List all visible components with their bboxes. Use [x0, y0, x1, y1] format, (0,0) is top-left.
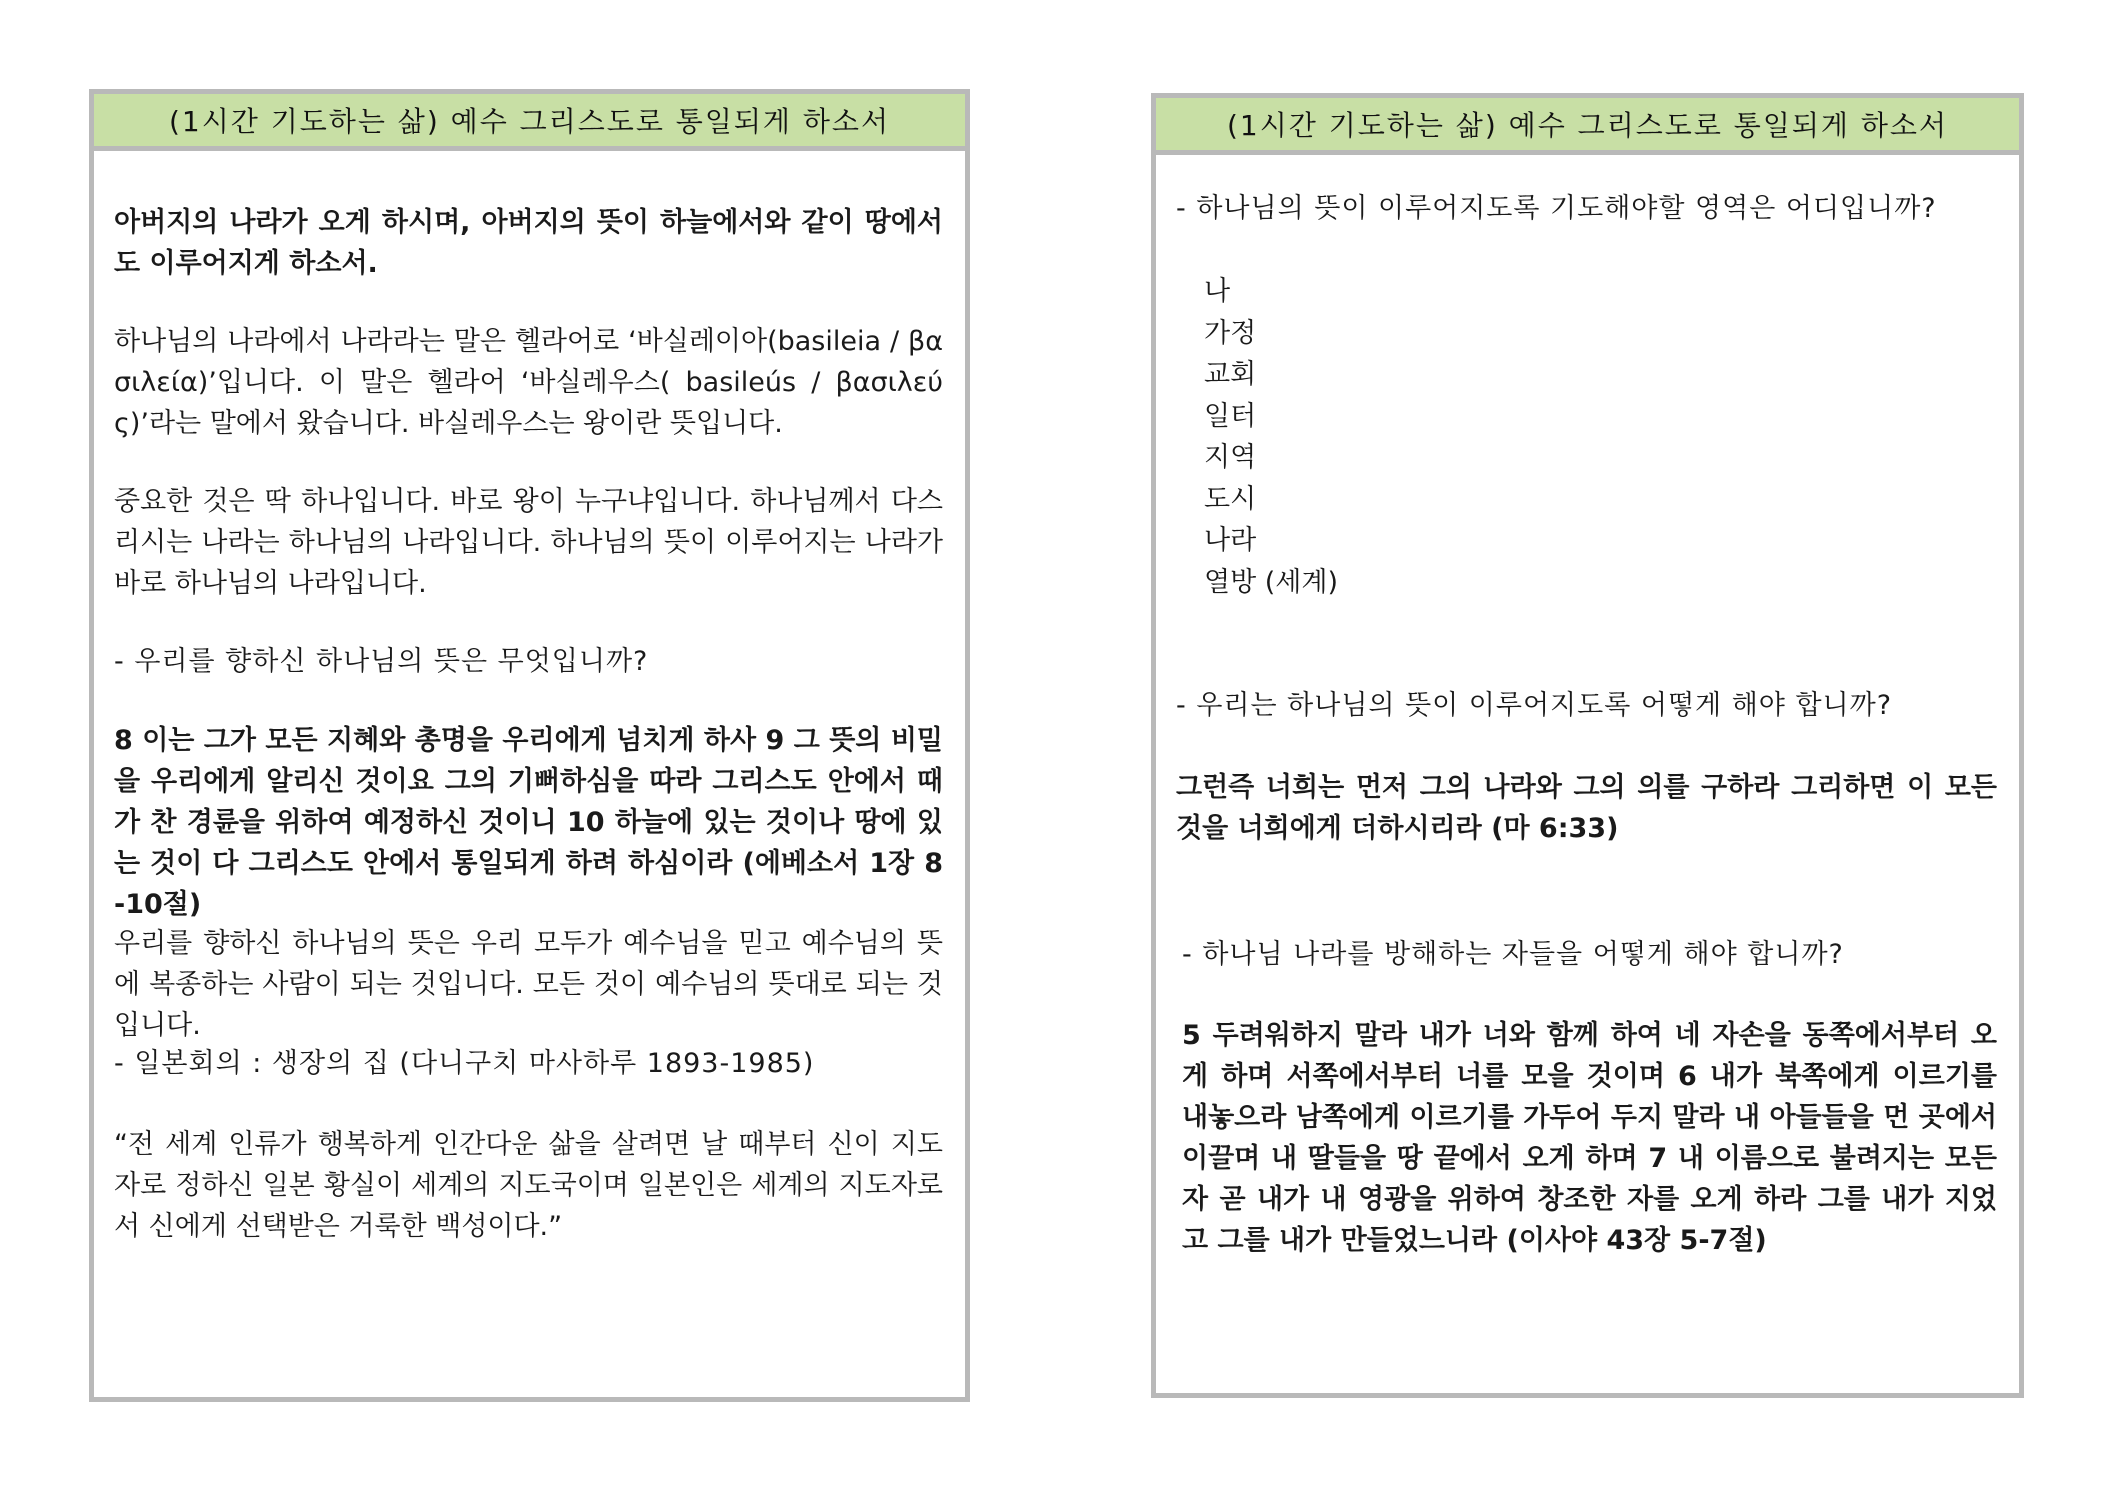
question-how-to-act: - 우리는 하나님의 뜻이 이루어지도록 어떻게 해야 합니까?	[1176, 690, 1893, 721]
list-item: 가정	[1204, 317, 1257, 349]
matthew-quote: 그런즉 너희는 먼저 그의 나라와 그의 의를 구하라 그리하면 이 모든 것을 너희에게 더하시리라 (마 6:33)	[1176, 772, 1997, 844]
left-page-panel	[89, 89, 970, 1402]
important-paragraph: 중요한 것은 딱 하나입니다. 바로 왕이 누구냐입니다. 하나님께서 다스리시는 나라는 하나님의 나라입니다. 하나님의 뜻이 이루어지는 나라가 바로 하나님의 나라입니다.	[114, 486, 943, 599]
ephesians-quote: 8 이는 그가 모든 지혜와 총명을 우리에게 넘치게 하사 9 그 뜻의 비밀을 우리에게 알리신 것이요 그의 기뻐하심을 따라 그리스도 안에서 때가 찬 경륜을 위하여 예정하신 것이니 10 하늘에 있는 것이나 땅에 있는 것이 다 그리스도 안에서 통일되게 하려 하심이라 (에베소서 1장 8-10절)	[114, 725, 943, 920]
question-gods-will: - 우리를 향하신 하나님의 뜻은 무엇입니까?	[114, 646, 649, 677]
will-paragraph: 우리를 향하신 하나님의 뜻은 우리 모두가 예수님을 믿고 예수님의 뜻에 복종하는 사람이 되는 것입니다. 모든 것이 예수님의 뜻대로 되는 것입니다.	[114, 928, 943, 1041]
question-prayer-areas: - 하나님의 뜻이 이루어지도록 기도해야할 영역은 어디입니까?	[1176, 193, 1937, 224]
list-item: 교회	[1204, 359, 1257, 390]
left-page-header: (1시간 기도하는 삶) 예수 그리스도로 통일되게 하소서	[94, 94, 965, 151]
list-item: 일터	[1204, 400, 1257, 432]
question-opponents: - 하나님 나라를 방해하는 자들을 어떻게 해야 합니까?	[1182, 939, 1844, 970]
right-page-header: (1시간 기도하는 삶) 예수 그리스도로 통일되게 하소서	[1156, 98, 2019, 155]
basileia-paragraph: 하나님의 나라에서 나라라는 말은 헬라어로 ‘바실레이아(basileia / βασιλεία)’입니다. 이 말은 헬라어 ‘바실레우스( basileús / βασιλεύς)’라는 말에서 왔습니다. 바실레우스는 왕이란 뜻입니다.	[114, 326, 943, 439]
isaiah-quote: 5 두려워하지 말라 내가 너와 함께 하여 네 자손을 동쪽에서부터 오게 하며 서쪽에서부터 너를 모을 것이며 6 내가 북쪽에게 이르기를 내놓으라 남쪽에게 이르기를 가두어 두지 말라 내 아들들을 먼 곳에서 이끌며 내 딸들을 땅 끝에서 오게 하며 7 내 이름으로 불려지는 모든 자 곧 내가 내 영광을 위하여 창조한 자를 오게 하라 그를 내가 지었고 그를 내가 만들었느니라 (이사야 43장 5-7절)	[1182, 1020, 1997, 1256]
japan-conference-heading: - 일본회의 : 생장의 집 (다니구치 마사하루 1893-1985)	[114, 1048, 815, 1079]
list-item: 도시	[1204, 483, 1257, 515]
japan-quote: “전 세계 인류가 행복하게 인간다운 삶을 살려면 날 때부터 신이 지도자로 정하신 일본 황실이 세계의 지도국이며 일본인은 세계의 지도자로서 신에게 선택받은 거룩한 백성이다.”	[114, 1129, 943, 1242]
list-item: 열방 (세계)	[1204, 566, 1338, 598]
list-item: 나	[1204, 276, 1231, 307]
prayer-areas-list	[1204, 271, 1338, 603]
right-page-panel	[1151, 93, 2024, 1398]
prayer-text: 아버지의 나라가 오게 하시며, 아버지의 뜻이 하늘에서와 같이 땅에서도 이루어지게 하소서.	[114, 207, 943, 279]
list-item: 나라	[1204, 525, 1257, 556]
list-item: 지역	[1204, 442, 1257, 473]
